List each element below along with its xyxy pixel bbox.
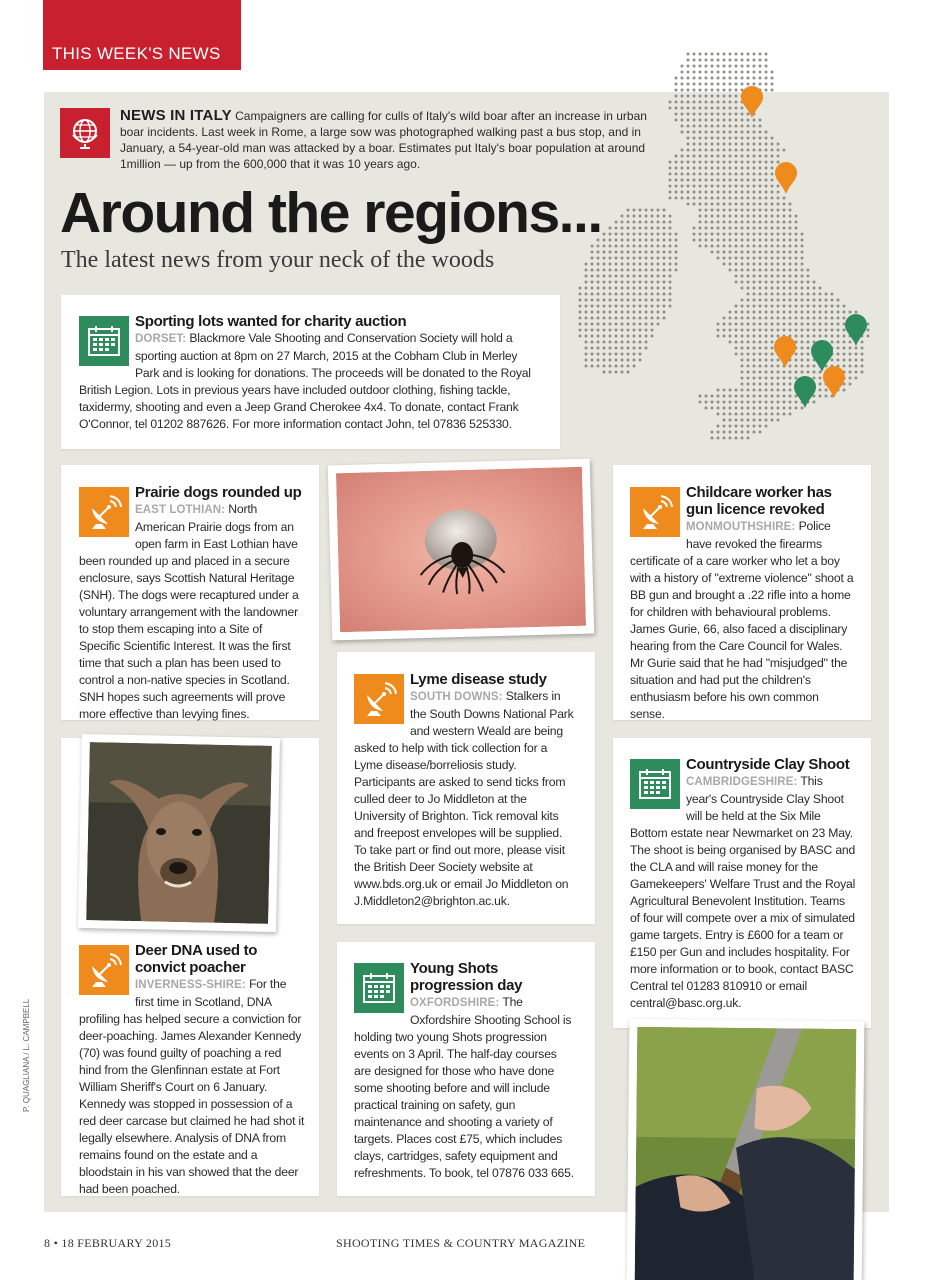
satellite-dish-icon [79,487,129,537]
map-pin-dorset [794,376,816,408]
story-location: DORSET: [135,333,187,345]
story-location: CAMBRIDGESHIRE: [686,776,798,788]
story-body: This year's Countryside Clay Shoot will be held at the Six Mile Bottom estate near Newmarket on 23 May. The shoot is being organised by BASC and the CLA and will raise money for the Gamekeepers' Welfare Trust and the Royal Agricultural Benevolent Institution. Teams of four will compete over a mix of simulated game targets. Entry is £600 for a team or £150 per Gun and includes hospitality. For more information or to book, contact BASC Central tel 01283 810910 or email central@basc.org.uk. [630,774,856,1010]
satellite-dish-icon [354,674,404,724]
tick-photo [328,459,594,641]
story-location: INVERNESS-SHIRE: [135,979,246,991]
story-title: Prairie dogs rounded up [135,484,302,501]
story-auction [79,313,539,433]
story-location: MONMOUTHSHIRE: [686,521,796,533]
section-tag-label: THIS WEEK'S NEWS [52,44,221,63]
page-subtitle: The latest news from your neck of the woods [61,247,495,273]
story-childcare [630,484,856,723]
story-location: OXFORDSHIRE: [410,997,500,1009]
story-dna [79,942,305,1198]
satellite-dish-icon [630,487,680,537]
map-pin-inverness [775,162,797,194]
story-body: Police have revoked the firearms certificate of a care worker who let a boy with a history of "extreme violence" shoot a BB gun and brought a .22 rifle into a home for children with behavioural problems. James Gurie, 66, also faced a disciplinary hearing from the Care Council for Wales. Mr Gurie said that he had "misjudged" the situation and had put the children's enthusiasm before his own common sense. [630,519,854,721]
story-title: Young Shots progression day [410,960,523,994]
photo-credit: P. QUAGLIANA / L. CAMPBELL [22,998,31,1112]
story-lyme [354,671,576,910]
deer-photo [78,734,280,932]
italy-news-brief [60,108,650,172]
shotgun-photo [627,1019,865,1280]
map-pin-monmouthshire [774,336,796,368]
story-title: Deer DNA used to convict poacher [135,942,258,976]
story-body-continued: To take part or find out more, please visit the British Deer Society website at www.bds.org.uk or email Jo Middleton on J.Middleton2@brighton.ac.uk. [354,843,569,908]
story-title: Countryside Clay Shoot [686,756,850,773]
page-title: Around the regions... [60,181,602,245]
calendar-icon [354,963,404,1013]
story-title: Sporting lots wanted for charity auction [135,313,407,330]
story-clay [630,756,856,1012]
story-body: For the first time in Scotland, DNA profiling has helped secure a conviction for deer-poaching. James Alexander Kennedy (70) was found guilty of poaching a red hind from the Glenfinnan estate at Fort William Sheriff's Court on 6 January. Kennedy was stopped in possession of a red deer carcase but claimed he had shot it legally elsewhere. Analysis of DNA from remains found on the estate and a bloodstain in his van showed that the deer had been poached. [79,977,305,1196]
story-body: Stalkers in the South Downs National Park and western Weald are being asked to help with tick collection for a Lyme disease/borreliosis study. Participants are asked to send ticks from culled deer to Jo Middleton at the University of Brighton. Tick removal kits and freepost envelopes will be supplied. [354,689,574,840]
italy-title: NEWS IN ITALY [120,107,232,124]
calendar-icon [79,316,129,366]
story-body: Blackmore Vale Shooting and Conservation Society will hold a sporting auction at 8pm on 27 March, 2015 at the Cobham Club in Merley Park and is looking for donations. The proceeds will be donated to the Royal British Legion. Lots in previous years have included outdoor clothing, fishing tackle, taxidermy, shooting and even a Jeep Grand Cherokee 4x4. To donate, contact Frank O'Connor, tel 01202 887626. For more information contact John, tel 07836 525330. [79,331,531,431]
map-pin-south-downs [823,366,845,398]
map-pin-east-lothian [741,86,763,118]
globe-icon [60,108,110,158]
story-young-shots [354,960,576,1182]
story-location: SOUTH DOWNS: [410,691,503,703]
magazine-name: SHOOTING TIMES & COUNTRY MAGAZINE [336,1236,586,1250]
story-title: Lyme disease study [410,671,547,688]
page-number-date: 8 • 18 FEBRUARY 2015 [44,1236,172,1250]
italy-body: Campaigners are calling for culls of Italy's wild boar after an increase in urban boar incidents. Last week in Rome, a large sow was photographed walking past a bus stop, and in January, a 54-year-old man was attacked by a boar. Estimates put Italy's boar population at around 1million — up from the 600,000 that it was 10 years ago. [120,109,647,171]
story-location: EAST LOTHIAN: [135,504,226,516]
satellite-dish-icon [79,945,129,995]
story-title: Childcare worker has gun licence revoked [686,484,832,518]
story-body: North American Prairie dogs from an open farm in East Lothian have been rounded up and placed in a secure enclosure, says Scottish Natural Heritage (SNH). The dogs were recaptured under a voluntary arrangement with the landowner to stop them escaping into a Site of Specific Scientific Interest. It was the first time that such a plan has been used to control a non-native species in Scotland. SNH hopes such agreements will prove more effective than levying fines. [79,502,299,721]
section-tag [43,0,241,70]
story-prairie [79,484,305,723]
story-body: The Oxfordshire Shooting School is holding two young Shots progression events on 3 April. The half-day courses are designed for those who have done some shooting before and will include practical training on safety, gun maintenance and shooting a variety of targets. Places cost £75, which includes clays, cartridges, safety equipment and refreshments. To book, tel 07876 033 665. [354,995,574,1180]
map-pin-cambridgeshire [845,314,867,346]
calendar-icon [630,759,680,809]
